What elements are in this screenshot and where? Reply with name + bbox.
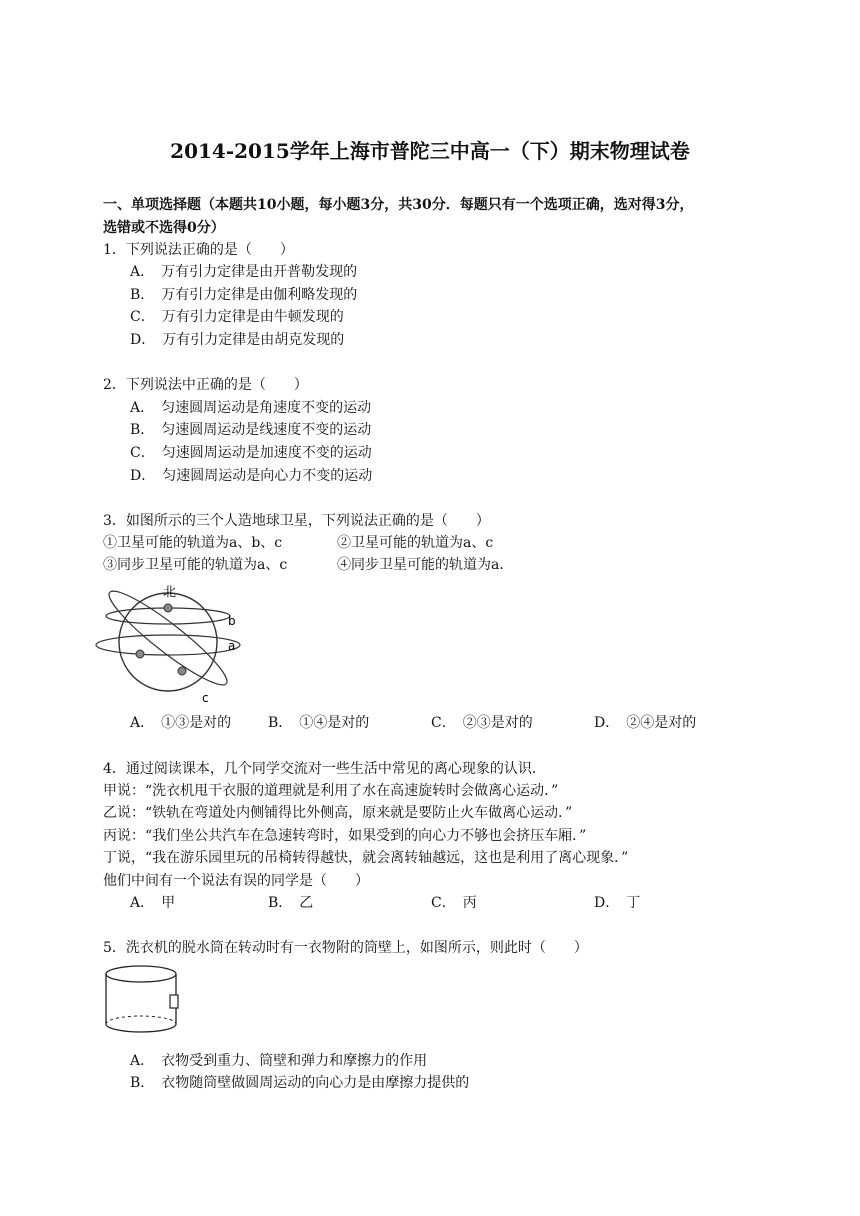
q4-jia: 甲说：“洗衣机甩干衣服的道理就是利用了水在高速旋转时会做离心运动．” xyxy=(103,783,559,799)
satellite-orbit-figure xyxy=(100,582,250,707)
q1-option-b: B． 万有引力定律是由伽利略发现的 xyxy=(130,287,358,303)
drum-bottom-back xyxy=(106,1016,176,1024)
q3-option-d: D． ②④是对的 xyxy=(594,715,697,731)
q3-stem: 3．如图所示的三个人造地球卫星，下列说法正确的是（ ） xyxy=(103,513,490,529)
satellite-b xyxy=(164,604,172,612)
q4-option-d: D． 丁 xyxy=(594,895,641,911)
spin-drum-figure xyxy=(104,964,180,1036)
q2-stem: 2．下列说法中正确的是（ ） xyxy=(103,377,308,393)
q3-statement-4: ④同步卫星可能的轨道为a． xyxy=(337,557,514,573)
q4-stem: 4．通过阅读课本，几个同学交流对一些生活中常见的离心现象的认识． xyxy=(103,761,546,777)
clothing-item xyxy=(170,995,178,1008)
orbit-c-label: c xyxy=(202,691,209,705)
drum-top xyxy=(106,966,176,982)
q4-ding: 丁说，“我在游乐园里玩的吊椅转得越快，就会离转轴越远，这也是利用了离心现象．” xyxy=(103,850,629,866)
satellite-a xyxy=(136,650,144,658)
q4-option-b: B． 乙 xyxy=(268,895,314,911)
north-label: 北 xyxy=(163,585,177,600)
q2-option-b: B． 匀速圆周运动是线速度不变的运动 xyxy=(130,422,372,438)
q2-option-c: C． 匀速圆周运动是加速度不变的运动 xyxy=(130,445,372,461)
q4-bing: 丙说：“我们坐公共汽车在急速转弯时，如果受到的向心力不够也会挤压车厢．” xyxy=(103,828,587,844)
q3-statement-1: ①卫星可能的轨道为a、b、c xyxy=(103,535,283,551)
q5-stem: 5．洗衣机的脱水筒在转动时有一衣物附的筒壁上，如图所示，则此时（ ） xyxy=(103,940,588,956)
q4-option-c: C． 丙 xyxy=(431,895,477,911)
q1-stem: 1．下列说法正确的是（ ） xyxy=(103,242,294,258)
q4-ask: 他们中间有一个说法有误的同学是（ ） xyxy=(103,873,369,889)
q1-option-c: C． 万有引力定律是由牛顿发现的 xyxy=(130,309,344,325)
orbit-a-label: a xyxy=(228,639,236,653)
orbit-b-label: b xyxy=(228,614,236,628)
orbit-a xyxy=(96,635,240,655)
section-heading: 一、单项选择题（本题共10小题，每小题3分，共30分．每题只有一个选项正确，选对得3分， xyxy=(103,197,694,213)
q5-option-b: B． 衣物随筒壁做圆周运动的向心力是由摩擦力提供的 xyxy=(130,1075,470,1091)
q4-option-a: A． 甲 xyxy=(130,895,176,911)
drum-bottom-front xyxy=(106,1024,176,1032)
q1-option-d: D． 万有引力定律是由胡克发现的 xyxy=(130,332,345,348)
q3-statement-3: ③同步卫星可能的轨道为a、c xyxy=(103,557,288,573)
satellite-c xyxy=(178,667,186,675)
q2-option-a: A． 匀速圆周运动是角速度不变的运动 xyxy=(130,400,372,416)
page-title: 2014-2015学年上海市普陀三中高一（下）期末物理试卷 xyxy=(170,139,690,163)
q5-option-a: A． 衣物受到重力、筒壁和弹力和摩擦力的作用 xyxy=(130,1053,428,1069)
q4-yi: 乙说：“铁轨在弯道处内侧铺得比外侧高，原来就是要防止火车做离心运动．” xyxy=(103,805,573,821)
q3-statement-2: ②卫星可能的轨道为a、c xyxy=(337,535,494,551)
q2-option-d: D． 匀速圆周运动是向心力不变的运动 xyxy=(130,468,373,484)
q3-option-c: C． ②③是对的 xyxy=(431,715,533,731)
q1-option-a: A． 万有引力定律是由开普勒发现的 xyxy=(130,264,358,280)
q3-option-a: A． ①③是对的 xyxy=(130,715,232,731)
q3-option-b: B． ①④是对的 xyxy=(268,715,370,731)
section-heading-cont: 选错或不选得0分） xyxy=(103,220,225,236)
